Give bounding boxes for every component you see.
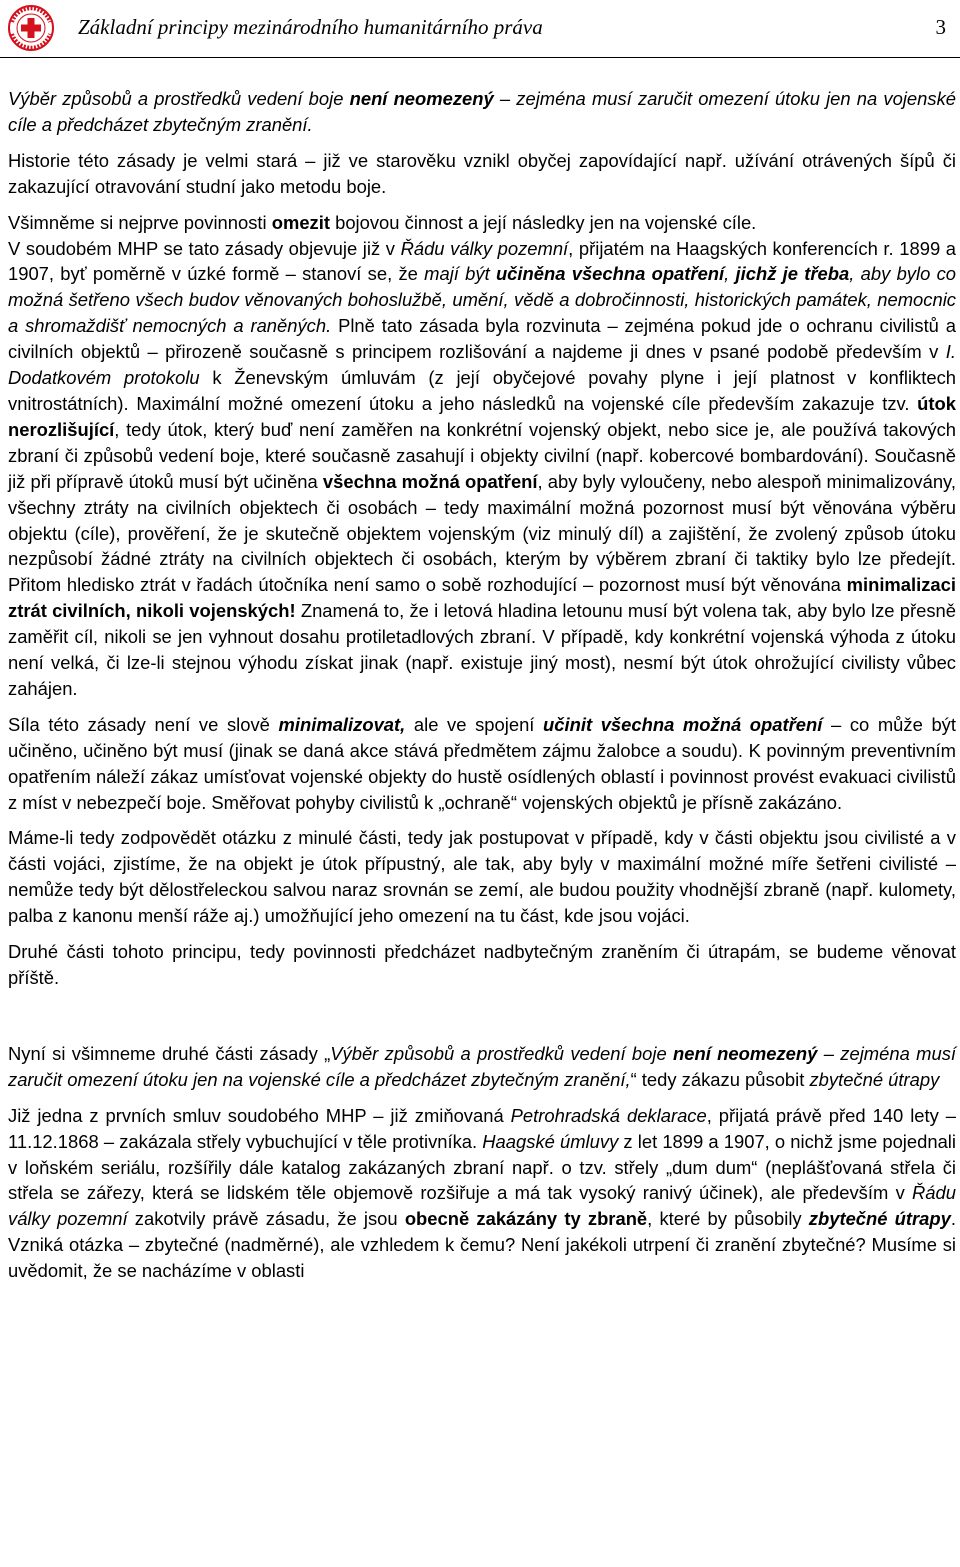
page-number: 3 bbox=[935, 15, 946, 39]
paragraph-history: Historie této zásady je velmi stará – již ve starověku vznikl obyčej zapovídající např. užívání otrávených šípů či zakazující otravování studní jako metodu boje. bbox=[8, 149, 956, 197]
paragraph-next-part: Druhé části tohoto principu, tedy povinnosti předcházet nadbytečným zraněním či útrapám, se budeme věnovat příště. bbox=[8, 941, 956, 988]
paragraph-second-part: Nyní si všimneme druhé části zásady „Výběr způsobů a prostředků vedení boje není neomezený – zejména musí zaručit omezení útoku jen na vojenské cíle a předcházet zbytečným zranění,“ tedy zákazu působit zbytečné útrapy bbox=[8, 1042, 957, 1090]
page-header bbox=[0, 0, 960, 58]
paragraph-mixed-object: Máme-li tedy zodpovědět otázku z minulé části, tedy jak postupovat v případě, kdy v části objektu jsou civilisté a v části vojáci, zjistíme, že na objekt je útok přípustný, ale tak, aby byly v maximální možné míře šetřeni civilisté – nemůže tedy být dělostřeleckou salvou naraz srovnán se zemí, ale budou použity vhodnější zbraně (např. kulomety, palba z kanonu menší ráže aj.) umožňující jeho omezení na tu část, kde jsou vojáci. bbox=[8, 827, 956, 927]
paragraph-principle-strength: Síla této zásady není ve slově minimalizovat, ale ve spojení učinit všechna možná opatření – co může být učiněno, učiněno být musí (jinak se daná akce stává předmětem zájmu žalobce a soudu). K povinným preventivním opatřením náleží zákaz umísťovat vojenské objekty do hustě osídlených oblastí i povinnost provést evakuaci civilistů z míst v nebezpečí boje. Směřovat pohyby civilistů k „ochraně“ vojenských objektů je přísně zakázáno. bbox=[8, 713, 956, 813]
document-body bbox=[8, 86, 956, 1284]
paragraph-petrograd-declaration: Již jedna z prvních smluv soudobého MHP – již zmiňovaná Petrohradská deklarace, přijatá právě před 140 lety – 11.12.1868 – zakázala střely vybuchující v těle protivníka. Haagské úmluvy z let 1899 a 1907, o nichž jsme pojednali v loňském seriálu, rozšířily dále katalog zakázaných zbraní např. o tzv. střely „dum dum“ (neplášťovaná střela či střela se zářezy, která se lidském těle objemově rozšiřuje a má tak vysoký ranivý účinek), ale především v Řádu války pozemní zakotvily právě zásadu, že jsou obecně zakázány ty zbraně, které by působily zbytečné útrapy. Vzniká otázka – zbytečné (nadměrné), ale vzhledem k čemu? Není jakékoli utrpení či zranění zbytečné? Musíme si uvědomit, že se nacházíme v oblasti bbox=[8, 1104, 957, 1282]
paragraph-obligation-limit: Všimněme si nejprve povinnosti omezit bojovou činnost a její následky jen na vojenské cíle. bbox=[8, 211, 757, 233]
paragraph-modern-law: V soudobém MHP se tato zásady objevuje již v Řádu války pozemní, přijatém na Haagských konferencích r. 1899 a 1907, byť poměrně v úzké formě – stanoví se, že mají být učiněna všechna opatření, jichž je třeba, aby bylo co možná šetřeno všech budov věnovaných bohoslužbě, umění, vědě a dobročinnosti, historických památek, nemocnic a shromaždišť nemocných a raněných. Plně tato zásada byla rozvinuta – zejména pokud jde o ochranu civilistů a civilních objektů – přirozeně současně s principem rozlišování a najdeme ji dnes v psané podobě především v I. Dodatkovém protokolu k Ženevským úmluvám (z její obyčejové povahy plyne i její platnost v konfliktech vnitrostátních). Maximální možné omezení útoku a jeho následků na vojenské cíle především zakazuje tzv. útok nerozlišující, tedy útok, který buď není zaměřen na konkrétní vojenský objekt, nebo sice je, ale používá takových zbraní či způsobů vedení boje, které současně zasahují i objekty civilní (např. kobercové bombardování). Současně již při přípravě útoků musí být učiněna všechna možná opatření, aby byly vyloučeny, nebo alespoň minimalizovány, všechny ztráty na civilních objektech či osobách – tedy maximální možná pozornost musí být věnována výběru objektu (cíle), prověření, že je skutečně objektem vojenským (viz minulý díl) a zajištění, že zvolený způsob útoku nezpůsobí žádné ztráty na civilních objektech či osobách, kterým by výběrem zbraní či taktiky bylo lze předejít. Přitom hledisko ztrát v řadách útočníka není samo o sobě rozhodující – pozornost musí být věnována minimalizaci ztrát civilních, nikoli vojenských! Znamená to, že i letová hladina letounu musí být volena tak, aby bylo lze přesně zaměřit cíl, nikoli se jen vyhnout dosahu protiletadlových zbraní. V případě, kdy konkrétní vojenská výhoda z útoku není velká, či lze-li stejnou výhodu získat jinak (např. existuje jiný most), nesmí být útok ohrožující civilisty vůbec zahájen. bbox=[8, 237, 957, 699]
red-cross-logo-icon bbox=[4, 4, 58, 52]
paragraph-principle-statement: Výběr způsobů a prostředků vedení boje není neomezený – zejména musí zaručit omezení útoku jen na vojenské cíle a předcházet zbytečným zranění. bbox=[8, 88, 956, 135]
header-title: Základní principy mezinárodního humanitárního práva bbox=[78, 15, 543, 39]
header-divider bbox=[0, 57, 960, 58]
